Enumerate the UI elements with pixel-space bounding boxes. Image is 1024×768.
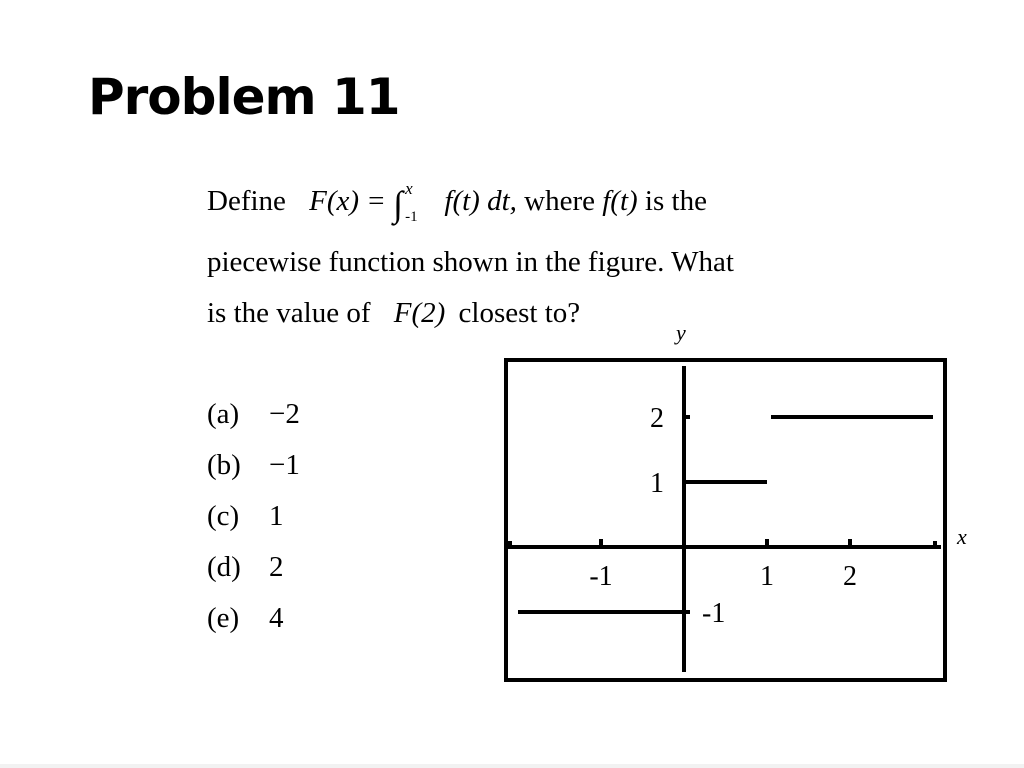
footer-divider	[0, 764, 1024, 768]
integral-lower-limit: -1	[405, 209, 418, 225]
choice-value: 2	[269, 551, 284, 583]
choice-label: (c)	[207, 500, 240, 532]
line3-suffix: closest to?	[458, 297, 581, 329]
choice-value: 1	[269, 500, 284, 532]
line3-prefix: is the value of	[207, 297, 371, 329]
F-of-2: F(2)	[393, 297, 446, 329]
integrand: f(t) dt,	[444, 185, 517, 217]
y-tick-label: 2	[650, 403, 664, 434]
x-tick-label: 2	[843, 561, 857, 592]
define-word: Define	[207, 185, 286, 217]
function-definition: F(x) =	[309, 185, 394, 217]
where-word: where	[524, 185, 595, 217]
x-tick-label: 1	[760, 561, 774, 592]
integral-upper-limit: x	[405, 179, 413, 198]
graph-frame	[506, 360, 945, 680]
integral-sign: ∫ x -1	[393, 179, 418, 225]
is-the-words: is the	[644, 185, 707, 217]
choice-label: (b)	[207, 449, 241, 481]
y-axis-label: y	[676, 320, 686, 345]
y-tick-label: 1	[650, 468, 664, 499]
page-title: Problem 11	[88, 68, 400, 126]
f-of-t: f(t)	[602, 185, 638, 217]
choice-label: (e)	[207, 602, 240, 634]
problem-line-2: piecewise function shown in the figure. What	[207, 246, 734, 278]
choice-label: (d)	[207, 551, 241, 583]
y-tick-label: -1	[702, 598, 726, 629]
choice-value: −1	[269, 449, 300, 481]
choice-value: 4	[269, 602, 284, 634]
x-axis-label: x	[957, 524, 967, 549]
choice-value: −2	[269, 398, 300, 430]
choice-label: (a)	[207, 398, 240, 430]
x-tick-label: -1	[589, 561, 613, 592]
